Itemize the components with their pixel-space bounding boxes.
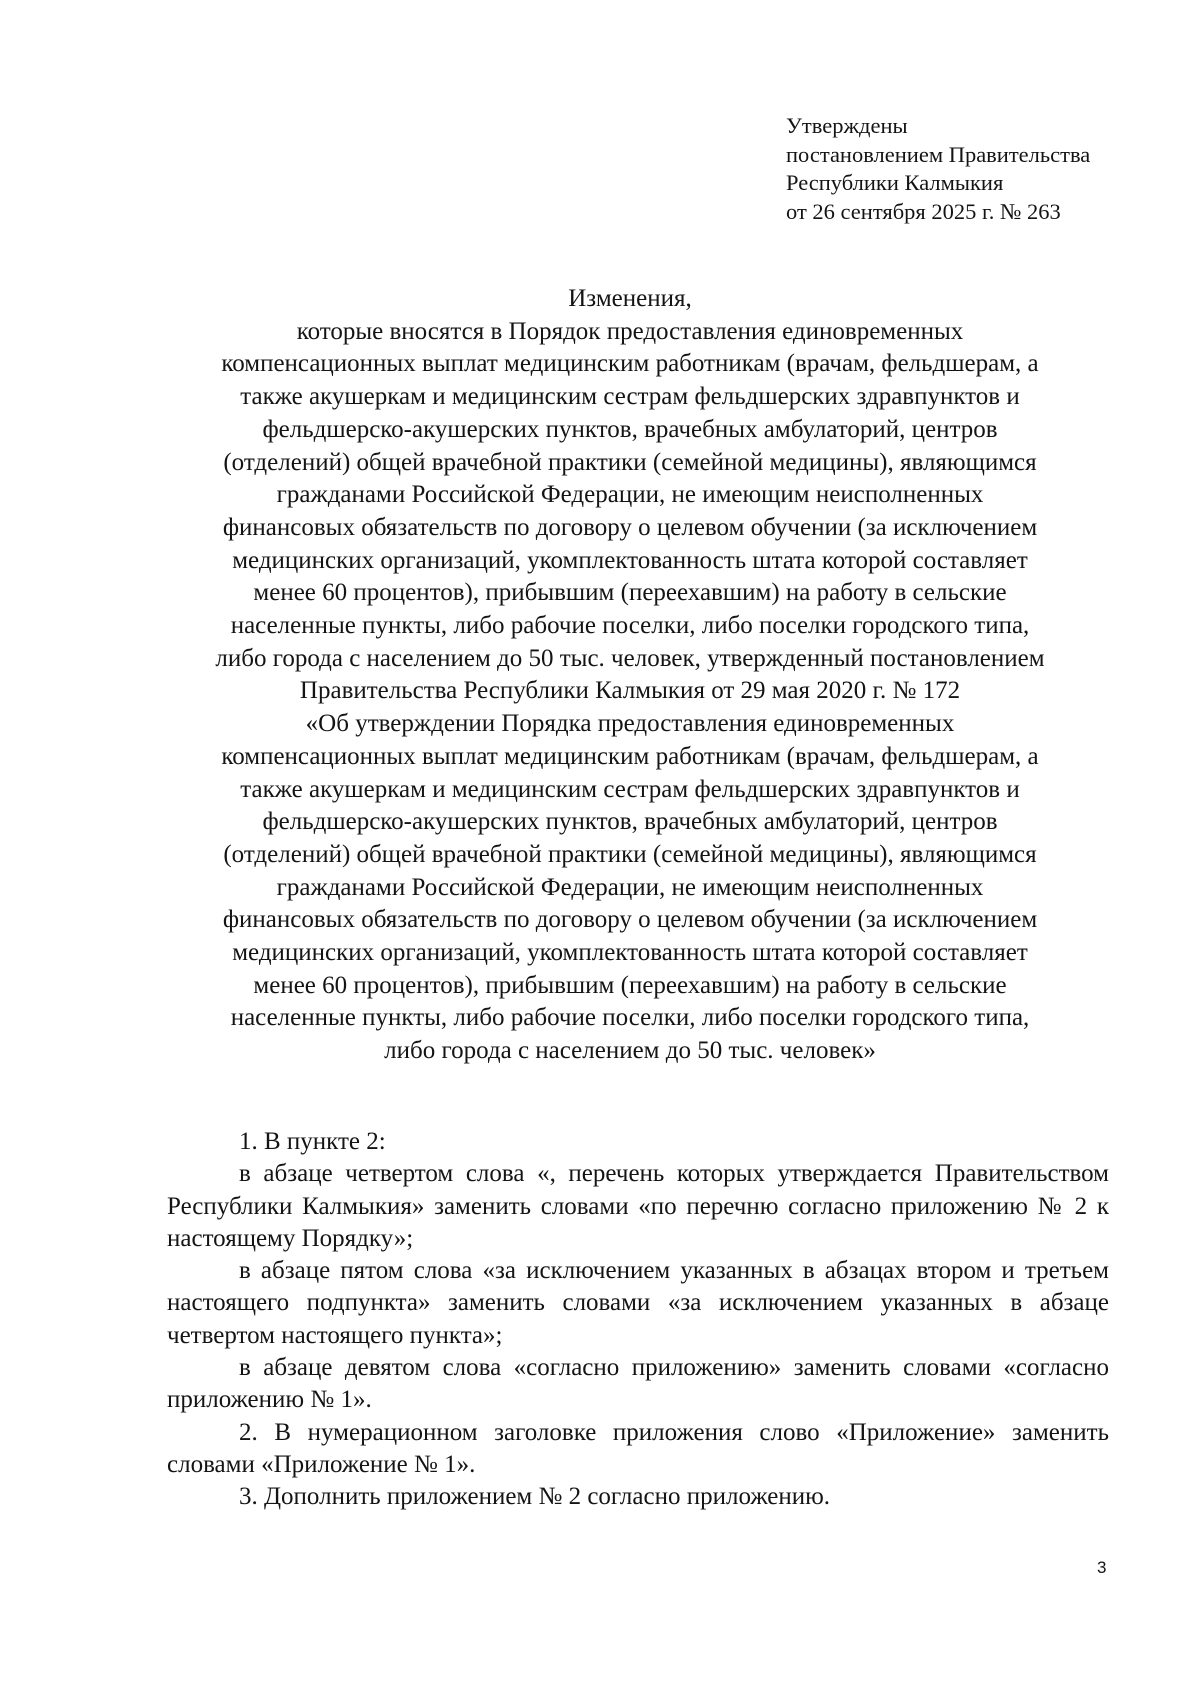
- approval-line: от 26 сентября 2025 г. № 263: [786, 198, 1061, 224]
- body-paragraph: 3. Дополнить приложением № 2 согласно приложению.: [239, 1483, 831, 1511]
- approval-line: Утверждены: [786, 113, 908, 138]
- heading-line: Правительства Республики Калмыкия от 29 мая 2020 г. № 172: [299, 677, 961, 705]
- heading-line: гражданами Российской Федерации, не имеющим неисполненных: [276, 481, 984, 509]
- heading-line: медицинских организаций, укомплектованность штата которой составляет: [232, 939, 1028, 967]
- heading-line: менее 60 процентов), прибывшим (переехавшим) на работу в сельские: [253, 971, 1007, 999]
- body-paragraph: 2. В нумерационном заголовке приложения слово «Приложение» заменить словами «Приложение № 1».: [167, 1418, 1109, 1478]
- document-body: [167, 1126, 1109, 1514]
- approval-stamp: [786, 112, 1166, 226]
- heading-line: населенные пункты, либо рабочие поселки, либо поселки городского типа,: [230, 612, 1030, 640]
- heading-line: населенные пункты, либо рабочие поселки, либо поселки городского типа,: [230, 1004, 1030, 1032]
- heading-line: которые вносятся в Порядок предоставления единовременных: [296, 317, 964, 345]
- heading-line: (отделений) общей врачебной практики (семейной медицины), являющимся: [223, 840, 1037, 868]
- heading-line: (отделений) общей врачебной практики (семейной медицины), являющимся: [223, 448, 1037, 476]
- heading-line: менее 60 процентов), прибывшим (переехавшим) на работу в сельские: [253, 579, 1007, 607]
- approval-line: Республики Калмыкия: [786, 170, 1004, 195]
- heading-line: финансовых обязательств по договору о целевом обучении (за исключением: [222, 513, 1038, 541]
- heading-line: также акушеркам и медицинским сестрам фельдшерских здравпунктов и: [240, 775, 1020, 803]
- heading-line: фельдшерско-акушерских пунктов, врачебных амбулаторий, центров: [262, 808, 998, 836]
- heading-title: Изменения,: [568, 285, 692, 312]
- body-paragraph: в абзаце пятом слова «за исключением указанных в абзацах втором и третьем настоящего подпункта» заменить словами «за исключением указанных в абзаце четвертом настоящего пункта»;: [167, 1257, 1109, 1349]
- approval-line: постановлением Правительства: [786, 141, 1091, 167]
- document-heading: [150, 283, 1110, 1068]
- heading-line: «Об утверждении Порядка предоставления единовременных: [305, 710, 955, 738]
- page-number: 3: [1097, 1558, 1107, 1577]
- heading-line: либо города с населением до 50 тыс. человек»: [384, 1037, 876, 1065]
- heading-line: фельдшерско-акушерских пунктов, врачебных амбулаторий, центров: [262, 415, 998, 443]
- heading-line: также акушеркам и медицинским сестрам фельдшерских здравпунктов и: [240, 383, 1020, 411]
- heading-line: финансовых обязательств по договору о целевом обучении (за исключением: [222, 906, 1038, 934]
- heading-line: медицинских организаций, укомплектованность штата которой составляет: [232, 546, 1028, 574]
- heading-line: компенсационных выплат медицинским работникам (врачам, фельдшерам, а: [221, 350, 1039, 378]
- body-paragraph: в абзаце четвертом слова «, перечень которых утверждается Правительством Республики Калмыкия» заменить словами «по перечню согласно приложению № 2 к настоящему Порядку»;: [167, 1160, 1109, 1252]
- heading-line: компенсационных выплат медицинским работникам (врачам, фельдшерам, а: [221, 742, 1039, 770]
- heading-line: либо города с населением до 50 тыс. человек, утвержденный постановлением: [215, 644, 1045, 672]
- body-paragraph: в абзаце девятом слова «согласно приложению» заменить словами «согласно приложению № 1».: [167, 1354, 1109, 1414]
- heading-line: гражданами Российской Федерации, не имеющим неисполненных: [276, 873, 984, 901]
- body-paragraph: 1. В пункте 2:: [239, 1128, 386, 1155]
